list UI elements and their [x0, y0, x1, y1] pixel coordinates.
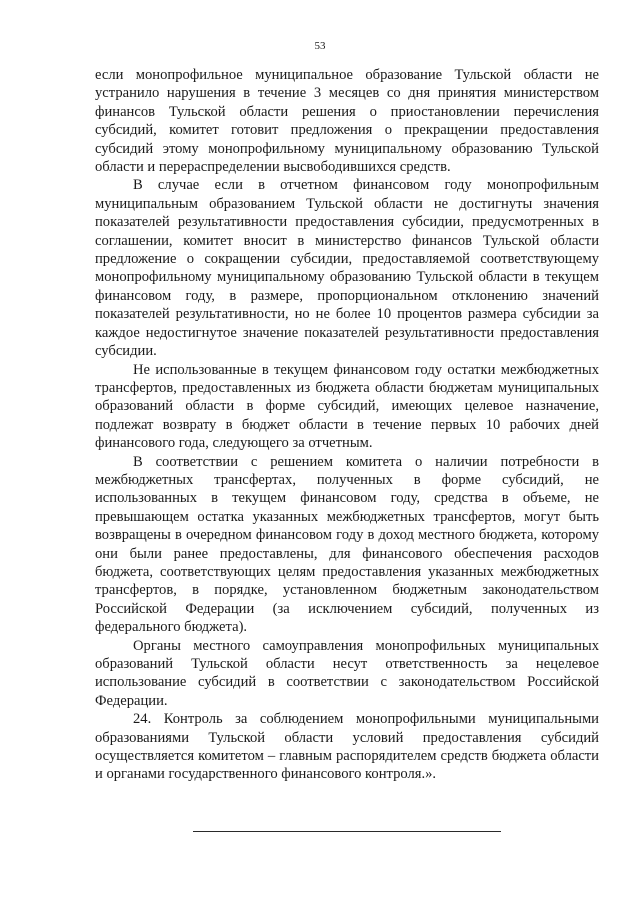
paragraph-unused-balances: Не использованные в текущем финансовом году остатки межбюджетных трансфертов, предоставленных из бюджета области бюджетам муниципальных образований области в форме субсидий, имеющих целевое назначение, подлежат возврату в бюджет области в течение первых 10 рабочих дней финансового года, следующего за отчетным.	[95, 361, 599, 452]
paragraph-continuation: если монопрофильное муниципальное образование Тульской области не устранило нарушения в течение 3 месяцев со дня принятия министерством финансов Тульской области решения о приостановлении перечисления субсидий, комитет готовит предложения о прекращении предоставления субсидий этому монопрофильному муниципальному образованию Тульской области и перераспределении высвободившихся средств.	[95, 67, 599, 176]
page-number: 53	[314, 40, 326, 52]
paragraph-local-government-responsibility: Органы местного самоуправления монопрофильных муниципальных образований Тульской области несут ответственность за нецелевое использование субсидий в соответствии с законодательством Российской Федерации.	[95, 637, 599, 709]
paragraph-committee-decision: В соответствии с решением комитета о наличии потребности в межбюджетных трансфертах, полученных в форме субсидий, не использованных в текущем финансовом году, средства в объеме, не превышающем остатка указанных межбюджетных трансфертов, могут быть возвращены в очередном финансовом году в доход местного бюджета, которому они были ранее предоставлены, для финансового обеспечения расходов бюджета, соответствующих целям предоставления указанных межбюджетных трансфертов, в порядке, установленном бюджетным законодательством Российской Федерации (за исключением субсидий, полученных из федерального бюджета).	[95, 453, 599, 636]
paragraph-control-clause-24: 24. Контроль за соблюдением монопрофильными муниципальными образованиями Тульской области условий предоставления субсидий осуществляется комитетом – главным распорядителем средств бюджета области и органами государственного финансового контроля.».	[95, 711, 599, 783]
document-body	[95, 66, 599, 784]
paragraph-result-indicators: В случае если в отчетном финансовом году монопрофильным муниципальным образованием Тульской области не достигнуты значения показателей результативности предоставления субсидии, предусмотренных в соглашении, комитет вносит в министерство финансов Тульской области предложение о сокращении субсидии, предоставляемой соответствующему монопрофильному муниципальному образованию Тульской области в текущем финансовом году, в размере, пропорциональном отклонению значений показателей результативности, но не более 10 процентов размера субсидии за каждое недостигнутое значение показателей результативности предоставления субсидии.	[95, 177, 599, 360]
end-of-document-rule	[193, 831, 501, 832]
